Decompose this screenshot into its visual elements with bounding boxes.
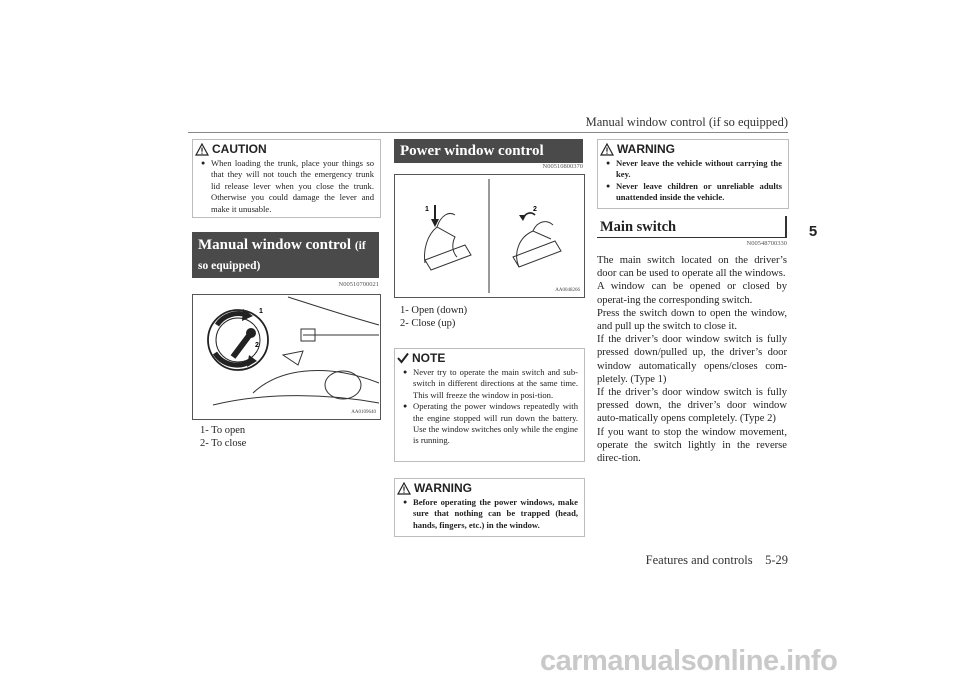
note-item: ● Operating the power windows repeatedly with the engine stopped will run down the battery. Use the window switches only while the engine is running. xyxy=(403,401,578,447)
chapter-tab: 5 xyxy=(798,216,828,246)
section-title-power-window: Power window control xyxy=(394,139,583,163)
figure-code: AA0048266 xyxy=(555,288,580,293)
section-code: N00510800370 xyxy=(542,163,583,170)
page-footer xyxy=(560,553,788,568)
warning-box xyxy=(394,478,585,537)
note-label: NOTE xyxy=(412,351,446,365)
warning-list xyxy=(606,158,782,204)
main-switch-body xyxy=(597,254,787,465)
figure-captions xyxy=(400,304,575,330)
section-code: N00548700330 xyxy=(746,240,787,247)
caution-box xyxy=(192,139,381,218)
note-check-icon xyxy=(397,352,409,364)
warning-triangle-icon xyxy=(195,143,209,156)
running-header: Manual window control (if so equipped) xyxy=(585,115,788,129)
warning-triangle-icon xyxy=(397,482,411,495)
warning-label: WARNING xyxy=(414,481,472,495)
section-code: N00510700021 xyxy=(338,281,379,288)
paragraph: A window can be opened or closed by operat-ing the corresponding switch. xyxy=(597,281,787,306)
callout-2: 2 xyxy=(255,342,259,349)
page-number: 5-29 xyxy=(765,553,788,567)
caution-item: ● When loading the trunk, place your things so that they will not touch the emergency trunk lid release lever when you close the trunk. Otherwise you could damage the lever and make it unusable. xyxy=(201,158,374,215)
paragraph: Press the switch down to open the window, and pull up the switch to close it. xyxy=(597,307,787,333)
caution-list xyxy=(201,158,374,215)
warning-item: ● Before operating the power windows, make sure that nothing can be trapped (head, hands, fingers, etc.) in the window. xyxy=(403,497,578,531)
callout-2: 2 xyxy=(533,206,537,213)
section-title-manual-window: Manual window control (if so equipped) xyxy=(192,232,379,278)
caption-item: 1- To open xyxy=(200,425,246,436)
note-box xyxy=(394,348,585,462)
warning-box xyxy=(597,139,789,209)
window-switch-illustration xyxy=(395,175,584,297)
caption-item: 1- Open (down) xyxy=(400,305,468,316)
paragraph: If the driver’s door window switch is fully pressed down/pulled up, the driver’s door window automatically opens/closes com-pletely. (Type 1) xyxy=(597,334,787,385)
figure-manual-window-handle xyxy=(192,294,381,420)
note-header xyxy=(395,349,584,365)
footer-section: Features and controls xyxy=(645,553,753,567)
header-rule xyxy=(188,132,788,133)
warning-item: ● Never leave children or unreliable adults unattended inside the vehicle. xyxy=(606,181,782,204)
note-list xyxy=(403,367,578,447)
paragraph: The main switch located on the driver’s door can be used to operate all the windows. xyxy=(597,255,787,280)
warning-triangle-icon xyxy=(600,143,614,156)
window-crank-illustration xyxy=(193,295,380,419)
figure-power-window-switch xyxy=(394,174,585,298)
caption-item: 2- To close xyxy=(200,438,247,449)
caption-item: 2- Close (up) xyxy=(400,318,456,329)
paragraph: If the driver’s door window switch is fully pressed down, the driver’s door window auto-matically opens completely. (Type 2) xyxy=(597,387,787,425)
paragraph: If you want to stop the window movement, operate the switch lightly in the reverse direc-tion. xyxy=(597,426,787,465)
callout-1: 1 xyxy=(259,308,263,315)
watermark-link[interactable]: carmanualsonline.info xyxy=(540,645,838,677)
warning-header xyxy=(598,140,788,156)
warning-item: ● Never leave the vehicle without carrying the key. xyxy=(606,158,782,181)
note-item: ● Never try to operate the main switch and sub-switch in different directions at the same time. This will freeze the window in posi-tion. xyxy=(403,367,578,401)
figure-code: AA0109640 xyxy=(351,410,376,415)
warning-header xyxy=(395,479,584,495)
callout-1: 1 xyxy=(425,206,429,213)
warning-list xyxy=(403,497,578,531)
caution-header xyxy=(193,140,380,156)
warning-label: WARNING xyxy=(617,142,675,156)
section-title-main-switch: Main switch xyxy=(597,216,787,238)
figure-captions xyxy=(200,424,370,450)
caution-label: CAUTION xyxy=(212,142,267,156)
